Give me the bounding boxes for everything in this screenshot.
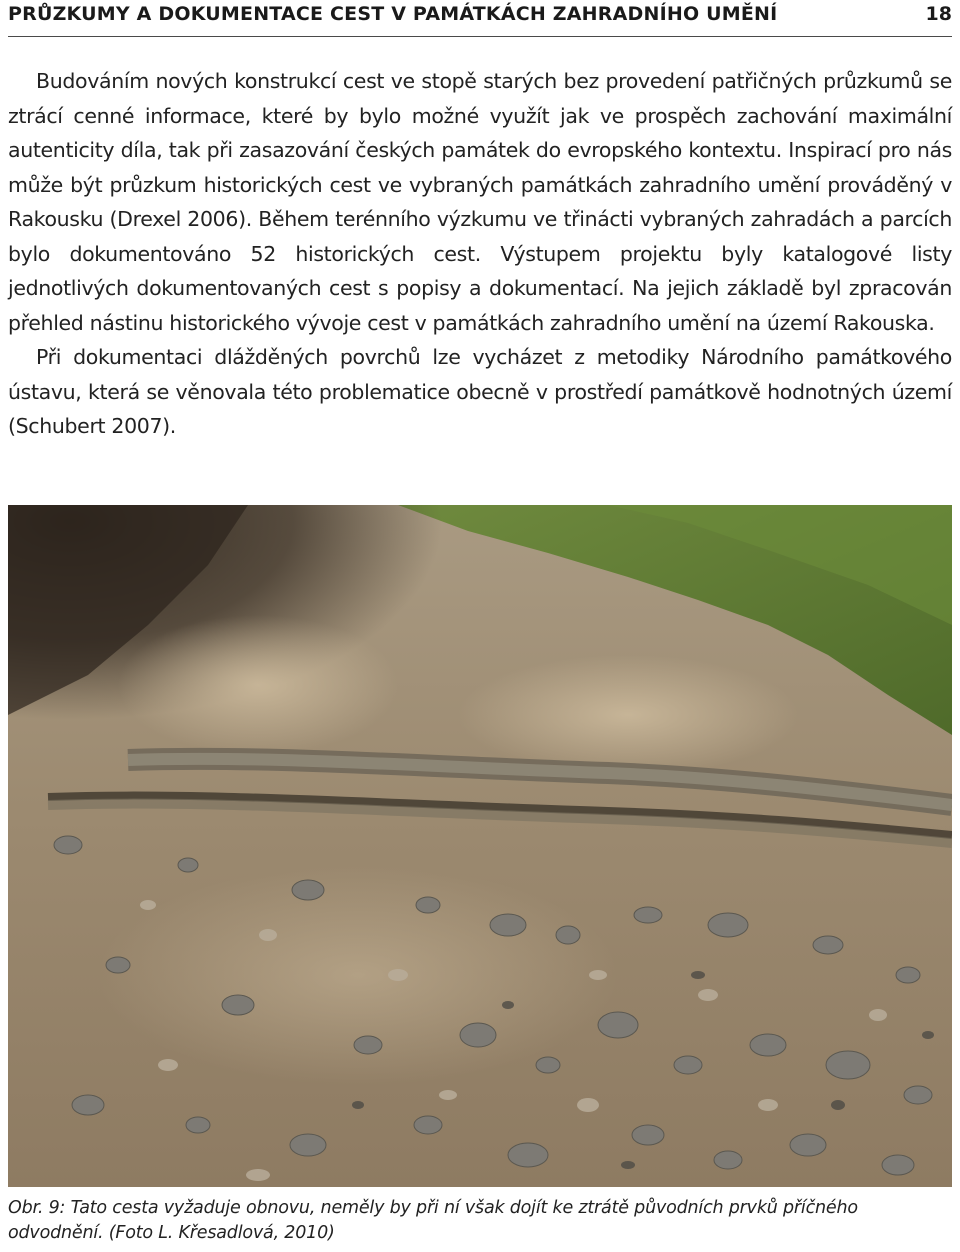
figure-photo — [8, 505, 952, 1187]
figure-caption: Obr. 9: Tato cesta vyžaduje obnovu, neměly by při ní však dojít ke ztrátě původních prvků příčného odvodnění. (Foto L. Křesadlová, 2010) — [8, 1198, 858, 1243]
running-header-title: PRŮZKUMY A DOKUMENTACE CEST V PAMÁTKÁCH ZAHRADNÍHO UMĚNÍ — [8, 3, 778, 25]
paragraph: Budováním nových konstrukcí cest ve stopě starých bez provedení patřičných průzkumů se ztrácí cenné informace, které by bylo možné využít jak ve prospěch zachování maximální autenticity díla, tak při zasazování českých památek do evropského kontextu. Inspirací pro nás může být průzkum historických cest ve vybraných památkách zahradního umění prováděný v Rakousku (Drexel 2006). Během terénního výzkumu ve třinácti vybraných zahradách a parcích bylo dokumentováno 52 historických cest. Výstupem projektu byly katalogové listy jednotlivých dokumentovaných cest s popisy a dokumentací. Na jejich základě byl zpracován přehled nástinu historického vývoje cest v památkách zahradního umění na území Rakouska. — [8, 69, 952, 335]
page-number: 18 — [925, 3, 952, 25]
body-text — [8, 64, 952, 444]
path-photo-illustration — [8, 505, 952, 1187]
paragraph: Při dokumentaci dlážděných povrchů lze vycházet z metodiky Národního památkového ústavu, která se věnovala této problematice obecně v prostředí památkově hodnotných území (Schubert 2007). — [8, 345, 952, 438]
running-header — [8, 0, 952, 37]
